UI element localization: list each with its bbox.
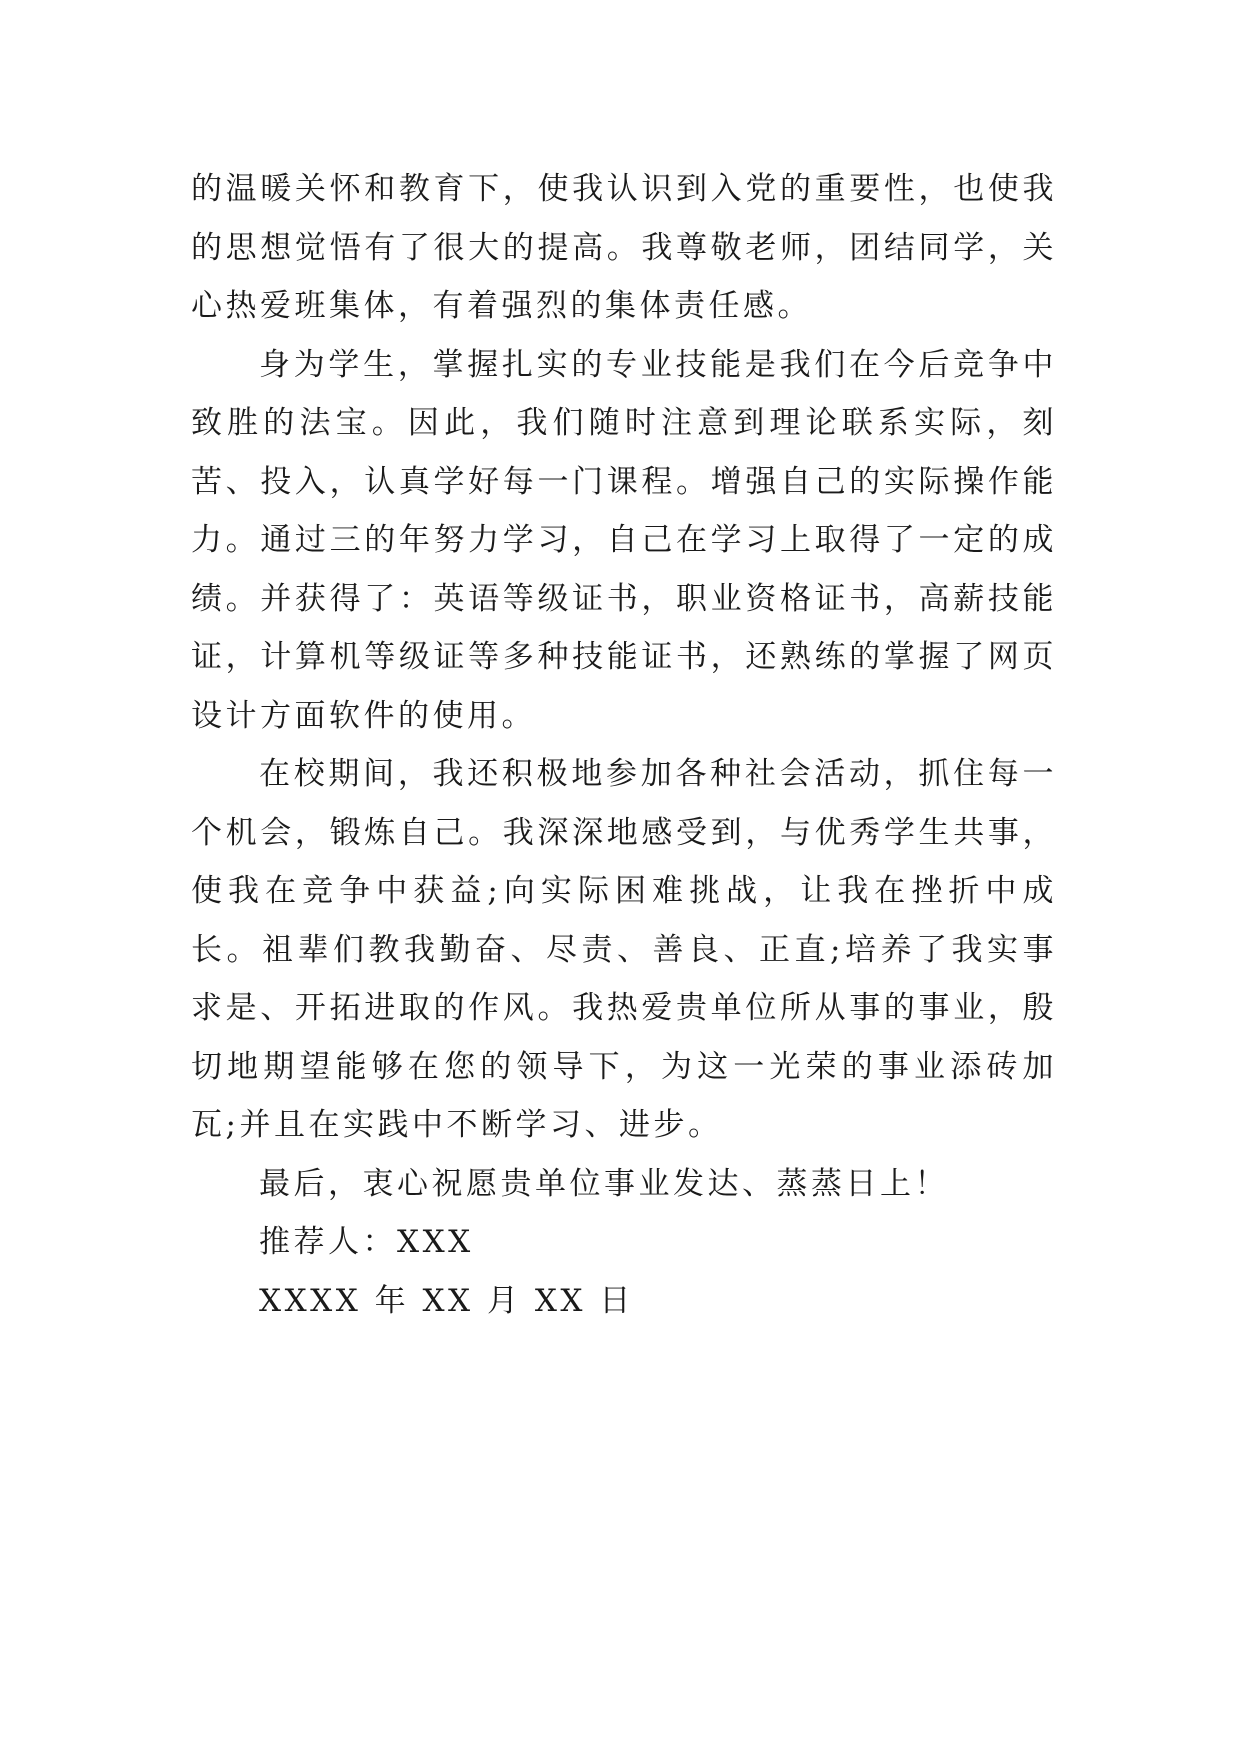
document-body [191, 160, 1057, 1330]
closing-wishes: 最后，衷心祝愿贵单位事业发达、蒸蒸日上！ [259, 1165, 949, 1202]
recommender-signature: 推荐人：XXX [259, 1224, 474, 1260]
letter-date: XXXX 年 XX 月 XX 日 [259, 1282, 634, 1319]
paragraph-campus-activities: 在校期间，我还积极地参加各种社会活动，抓住每一个机会，锻炼自己。我深深地感受到，与优秀学生共事，使我在竞争中获益;向实际困难挑战，让我在挫折中成长。祖辈们教我勤奋、尽责、善良、正直;培养了我实事求是、开拓进取的作风。我热爱贵单位所从事的事业，殷切地期望能够在您的领导下，为这一光荣的事业添砖加瓦;并且在实践中不断学习、进步。 [191, 756, 1057, 1143]
paragraph-continuation: 的温暖关怀和教育下，使我认识到入党的重要性，也使我的思想觉悟有了很大的提高。我尊敬老师，团结同学，关心热爱班集体，有着强烈的集体责任感。 [191, 171, 1057, 324]
paragraph-professional-skills: 身为学生，掌握扎实的专业技能是我们在今后竞争中致胜的法宝。因此，我们随时注意到理论联系实际，刻苦、投入，认真学好每一门课程。增强自己的实际操作能力。通过三的年努力学习，自己在学习上取得了一定的成绩。并获得了：英语等级证书，职业资格证书，高薪技能证，计算机等级证等多种技能证书，还熟练的掌握了网页设计方面软件的使用。 [191, 346, 1057, 734]
